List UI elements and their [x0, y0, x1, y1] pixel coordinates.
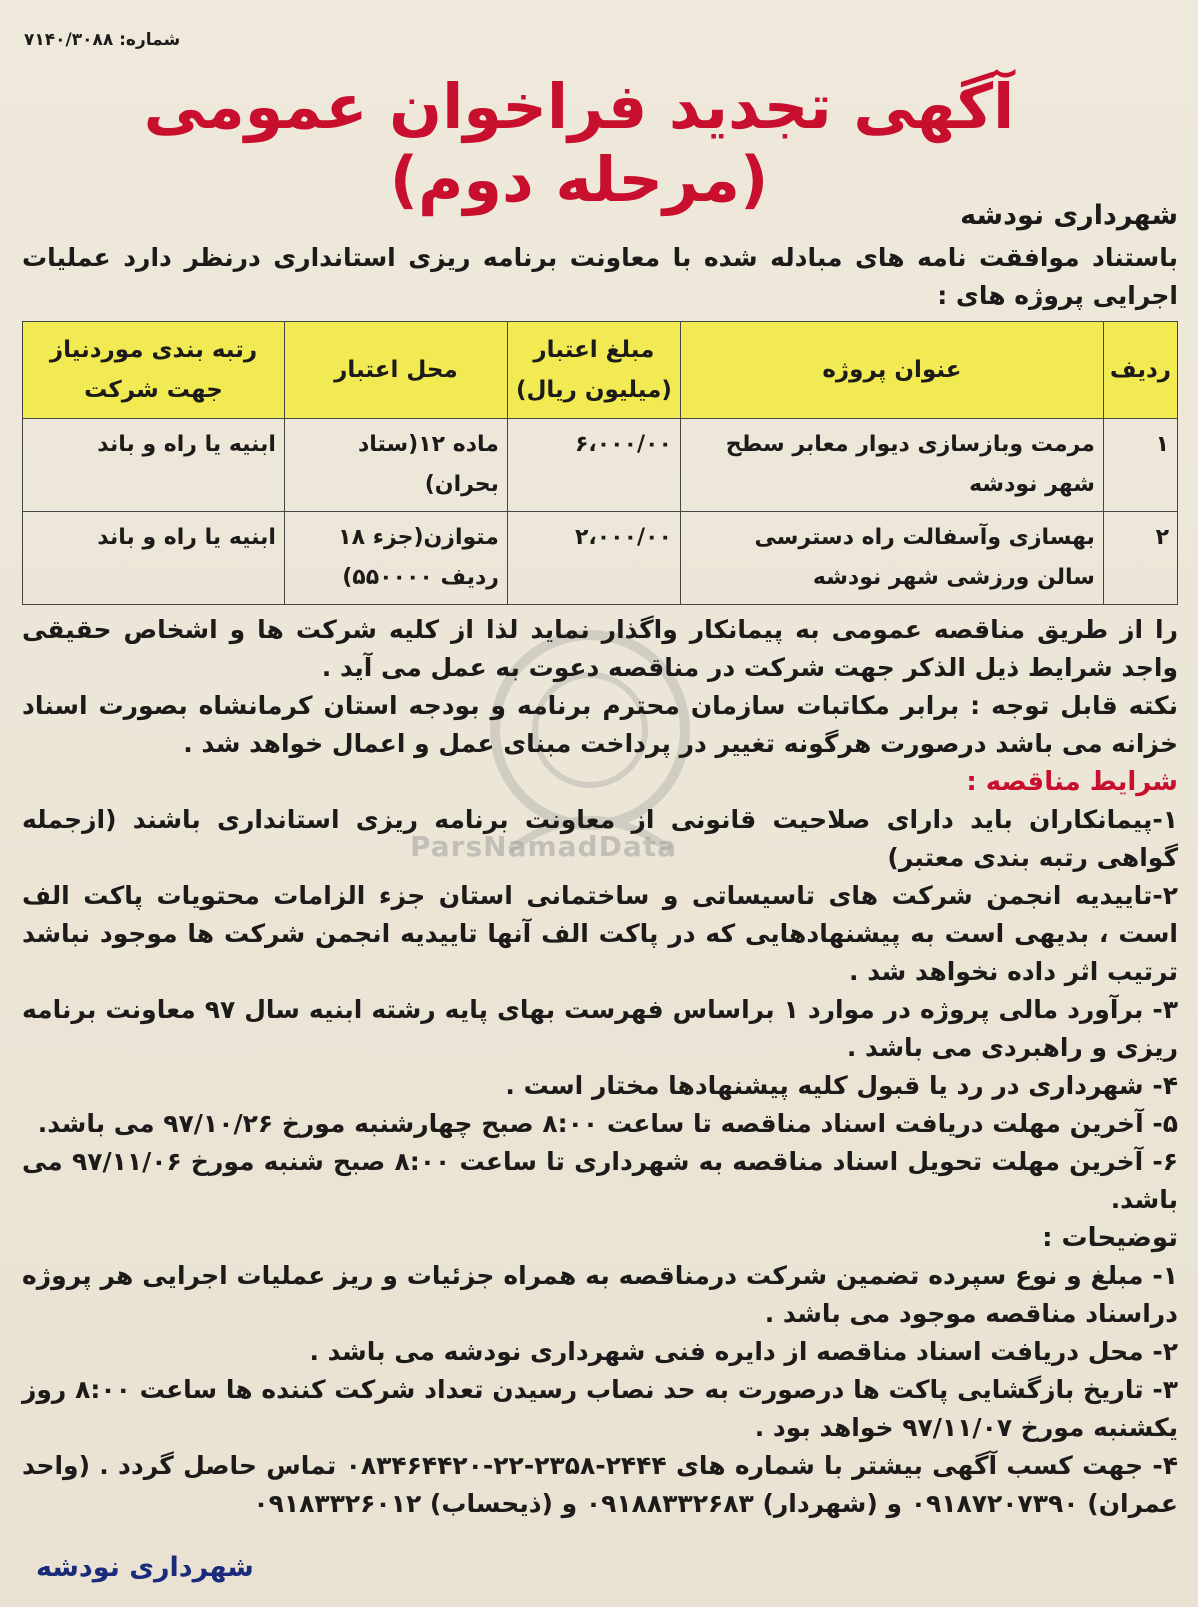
condition-item: ۱-پیمانکاران باید دارای صلاحیت قانونی از معاونت برنامه ریزی استانداری باشند (ازجمله گواهی رتبه بندی معتبر) [22, 805, 1178, 872]
project-title: مرمت وبازسازی دیوار معابر سطح شهر نودشه [680, 419, 1103, 512]
explanation-item: ۴- جهت کسب آگهی بیشتر با شماره های ۲۴۴۴-۲۳۵۸-۲۲-۰۸۳۴۶۴۴۲۰ تماس حاصل گردد . (واحد عمران) ۰۹۱۸۷۲۰۷۳۹۰ و (شهردار) ۰۹۱۸۸۳۳۲۶۸۳ و (ذیحساب) ۰۹۱۸۳۳۲۶۰۱۲ [22, 1451, 1179, 1518]
invitation-paragraph: را از طریق مناقصه عمومی به پیمانکار واگذار نماید لذا از کلیه شرکت ها و اشخاص حقیقی واجد شرایط ذیل الذکر جهت شرکت در مناقصه دعوت به عمل می آید . [22, 615, 1178, 682]
header-row-number: ردیف [1103, 322, 1177, 419]
notice-number: شماره: ۷۱۴۰/۳۰۸۸ [24, 30, 181, 50]
condition-item: ۵- آخرین مهلت دریافت اسناد مناقصه تا ساعت ۸:۰۰ صبح چهارشنبه مورخ ۹۷/۱۰/۲۶ می باشد. [37, 1109, 1178, 1138]
explanations-heading: توضیحات : [1042, 1223, 1178, 1253]
condition-item: ۶- آخرین مهلت تحویل اسناد مناقصه به شهرداری تا ساعت ۸:۰۰ صبح شنبه مورخ ۹۷/۱۱/۰۶ می باشد. [22, 1147, 1178, 1214]
header-project-title: عنوان پروژه [680, 322, 1103, 419]
signature: شهرداری نودشه [36, 1552, 254, 1583]
project-amount: ۶،۰۰۰/۰۰ [507, 419, 680, 512]
organization-name: شهرداری نودشه [960, 200, 1178, 231]
note-text: برابر مکاتبات سازمان محترم برنامه و بودجه استان کرمانشاه بصورت اسناد خزانه می باشد درصورت هرگونه تغییر در پرداخت مبنای عمل و اعمال خواهد شد . [22, 691, 1178, 758]
condition-item: ۴- شهرداری در رد یا قبول کلیه پیشنهادها مختار است . [505, 1071, 1178, 1100]
project-amount: ۲،۰۰۰/۰۰ [507, 512, 680, 605]
table-row [23, 419, 1178, 512]
explanation-item: ۲- محل دریافت اسناد مناقصه از دایره فنی شهرداری نودشه می باشد . [309, 1337, 1178, 1366]
required-rank: ابنیه یا راه و باند [23, 419, 285, 512]
note-paragraph [22, 687, 1178, 763]
header-credit-source: محل اعتبار [284, 322, 507, 419]
notice-body [22, 200, 1178, 1523]
intro-paragraph: باستناد موافقت نامه های مبادله شده با معاونت برنامه ریزی استانداری درنظر دارد عملیات اجرایی پروژه های : [22, 243, 1178, 310]
required-rank: ابنیه یا راه و باند [23, 512, 285, 605]
table-row [23, 512, 1178, 605]
row-number: ۱ [1103, 419, 1177, 512]
condition-item: ۲-تاییدیه انجمن شرکت های تاسیساتی و ساختمانی استان جزء الزامات محتویات پاکت الف است ، بدیهی است به پیشنهادهایی که در پاکت الف آنها تاییدیه انجمن شرکت ها موجود نباشد ترتیب اثر داده نخواهد شد . [22, 881, 1178, 986]
condition-item: ۳- برآورد مالی پروژه در موارد ۱ براساس فهرست بهای پایه رشته ابنیه سال ۹۷ معاونت برنامه ریزی و راهبردی می باشد . [22, 995, 1178, 1062]
row-number: ۲ [1103, 512, 1177, 605]
notice-title: آگهی تجدید فراخوان عمومی (مرحله دوم) [143, 70, 1015, 216]
table-header-row [23, 322, 1178, 419]
projects-table [22, 321, 1178, 605]
credit-source: متوازن(جزء ۱۸ ردیف ۵۵۰۰۰۰) [284, 512, 507, 605]
watermark-text: ParsNamadData [410, 830, 677, 863]
header-required-rank: رتبه بندی موردنیاز جهت شرکت [23, 322, 285, 419]
conditions-heading: شرایط مناقصه : [966, 767, 1178, 797]
explanation-item: ۱- مبلغ و نوع سپرده تضمین شرکت درمناقصه به همراه جزئیات و ریز عملیات اجرایی هر پروژه دراسناد مناقصه موجود می باشد . [22, 1261, 1178, 1328]
header-amount: مبلغ اعتبار (میلیون ریال) [507, 322, 680, 419]
project-title: بهسازی وآسفالت راه دسترسی سالن ورزشی شهر نودشه [680, 512, 1103, 605]
note-label: نکته قابل توجه : [970, 691, 1178, 720]
credit-source: ماده ۱۲(ستاد بحران) [284, 419, 507, 512]
explanation-item: ۳- تاریخ بازگشایی پاکت ها درصورت به حد نصاب رسیدن تعداد شرکت کننده ها ساعت ۸:۰۰ روز یکشنبه مورخ ۹۷/۱۱/۰۷ خواهد بود . [22, 1375, 1178, 1442]
